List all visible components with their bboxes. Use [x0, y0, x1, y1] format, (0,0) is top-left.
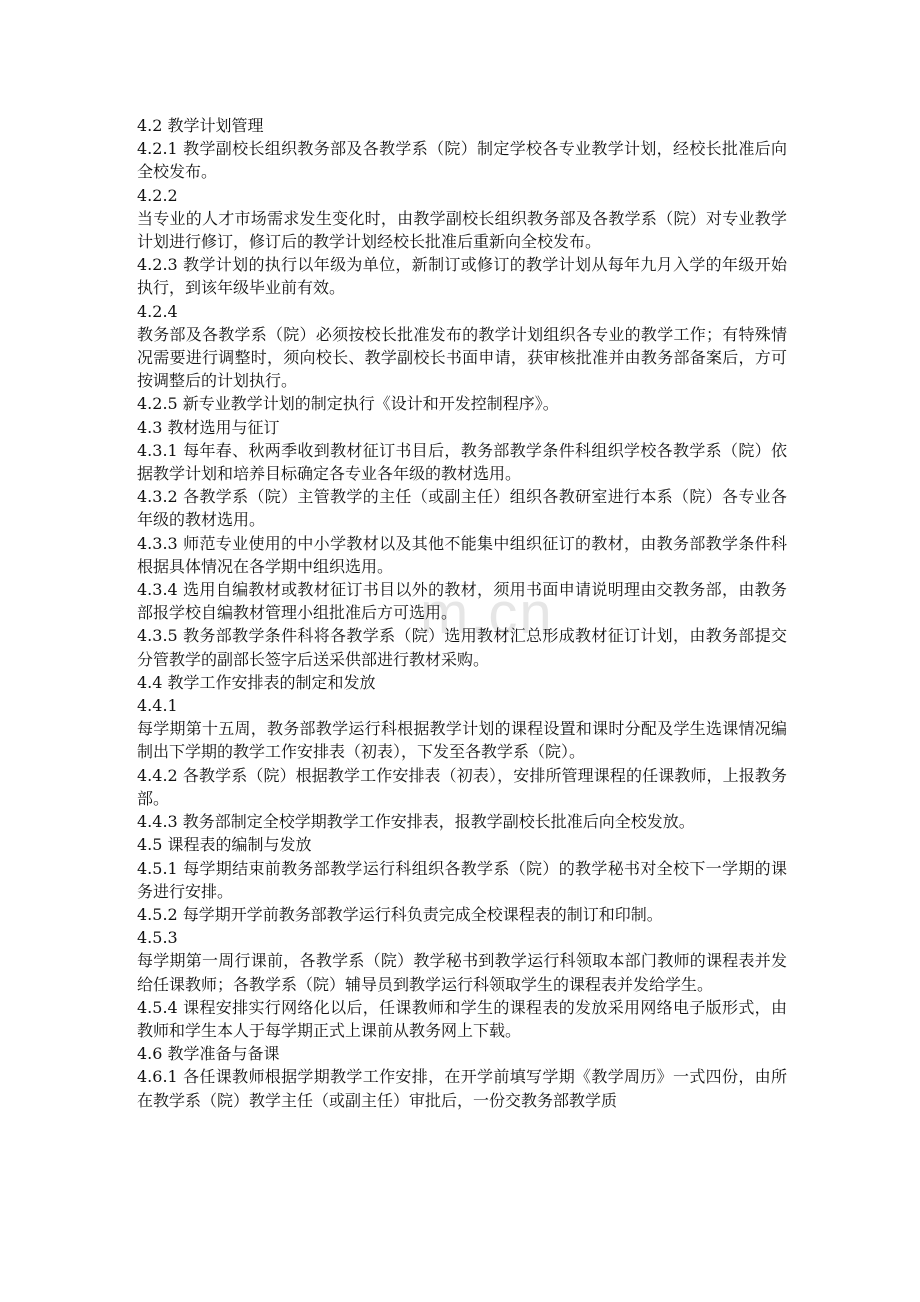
paragraph-4-4-3: 4.4.3 教务部制定全校学期教学工作安排表，报教学副校长批准后向全校发放。 — [137, 812, 695, 832]
paragraph-4-5-3: 每学期第一周行课前，各教学系（院）教学秘书到教学运行科领取本部门教师的课程表并发给任课教师；各教学系（院）辅导员到教学运行科领取学生的课程表并发给学生。 — [137, 951, 787, 994]
paragraph-4-3-4: 4.3.4 选用自编教材或教材征订书目以外的教材，须用书面申请说明理由交教务部，由教务部报学校自编教材管理小组批准后方可选用。 — [137, 580, 787, 623]
clause-number-4-2-2: 4.2.2 — [137, 185, 178, 205]
paragraph-4-2-2: 当专业的人才市场需求发生变化时，由教学副校长组织教务部及各教学系（院）对专业教学计划进行修订，修订后的教学计划经校长批准后重新向全校发布。 — [137, 208, 787, 252]
paragraph-4-2-4: 教务部及各教学系（院）必须按校长批准发布的教学计划组织各专业的教学工作；有特殊情况需要进行调整时，须向校长、教学副校长书面申请，获审核批准并由教务部备案后，方可按调整后的计划执行。 — [137, 324, 787, 391]
section-heading-4-2: 4.2 教学计划管理 — [137, 116, 264, 135]
section-heading-4-3: 4.3 教材选用与征订 — [137, 417, 280, 437]
paragraph-4-5-4: 4.5.4 课程安排实行网络化以后，任课教师和学生的课程表的发放采用网络电子版形式，由教师和学生本人于每学期正式上课前从教务网上下载。 — [137, 997, 787, 1040]
paragraph-4-4-1: 每学期第十五周，教务部教学运行科根据教学计划的课程设置和课时分配及学生选课情况编制出下学期的教学工作安排表（初表），下发至各教学系（院）。 — [137, 719, 787, 762]
section-heading-4-4: 4.4 教学工作安排表的制定和发放 — [137, 672, 376, 692]
paragraph-4-3-3: 4.3.3 师范专业使用的中小学教材以及其他不能集中组织征订的教材，由教务部教学条件科根据具体情况在各学期中组织选用。 — [137, 533, 787, 576]
paragraph-4-3-2: 4.3.2 各教学系（院）主管教学的主任（或副主任）组织各教研室进行本系（院）各专业各年级的教材选用。 — [137, 487, 787, 530]
paragraph-4-2-3: 4.2.3 教学计划的执行以年级为单位，新制订或修订的教学计划从每年九月入学的年级开始执行，到该年级毕业前有效。 — [137, 255, 787, 298]
section-heading-4-6: 4.6 教学准备与备课 — [137, 1044, 280, 1064]
paragraph-4-4-2: 4.4.2 各教学系（院）根据教学工作安排表（初表），安排所管理课程的任课教师，上报教务部。 — [137, 765, 787, 808]
paragraph-4-3-5: 4.3.5 教务部教学条件科将各教学系（院）选用教材汇总形成教材征订计划，由教务部提交分管教学的副部长签字后送采供部进行教材采购。 — [137, 626, 787, 669]
section-heading-4-5: 4.5 课程表的编制与发放 — [137, 835, 312, 855]
paragraph-4-5-2: 4.5.2 每学期开学前教务部教学运行科负责完成全校课程表的制订和印制。 — [137, 904, 663, 924]
clause-number-4-4-1: 4.4.1 — [137, 696, 178, 716]
clause-number-4-2-4: 4.2.4 — [137, 301, 178, 321]
paragraph-4-6-1: 4.6.1 各任课教师根据学期教学工作安排，在开学前填写学期《教学周历》一式四份，由所在教学系（院）教学主任（或副主任）审批后，一份交教务部教学质 — [137, 1067, 787, 1110]
paragraph-4-2-5: 4.2.5 新专业教学计划的制定执行《设计和开发控制程序》。 — [137, 394, 559, 414]
paragraph-4-5-1: 4.5.1 每学期结束前教务部教学运行科组织各教学系（院）的教学秘书对全校下一学期的课务进行安排。 — [137, 858, 787, 901]
watermark-text: m.cn — [420, 581, 554, 646]
paragraph-4-3-1: 4.3.1 每年春、秋两季收到教材征订书目后，教务部教学条件科组织学校各教学系（院）依据教学计划和培养目标确定各专业各年级的教材选用。 — [137, 440, 787, 484]
clause-number-4-5-3: 4.5.3 — [137, 928, 178, 948]
document-body — [137, 114, 787, 1112]
paragraph-4-2-1: 4.2.1 教学副校长组织教务部及各教学系（院）制定学校各专业教学计划，经校长批准后向全校发布。 — [137, 139, 787, 182]
